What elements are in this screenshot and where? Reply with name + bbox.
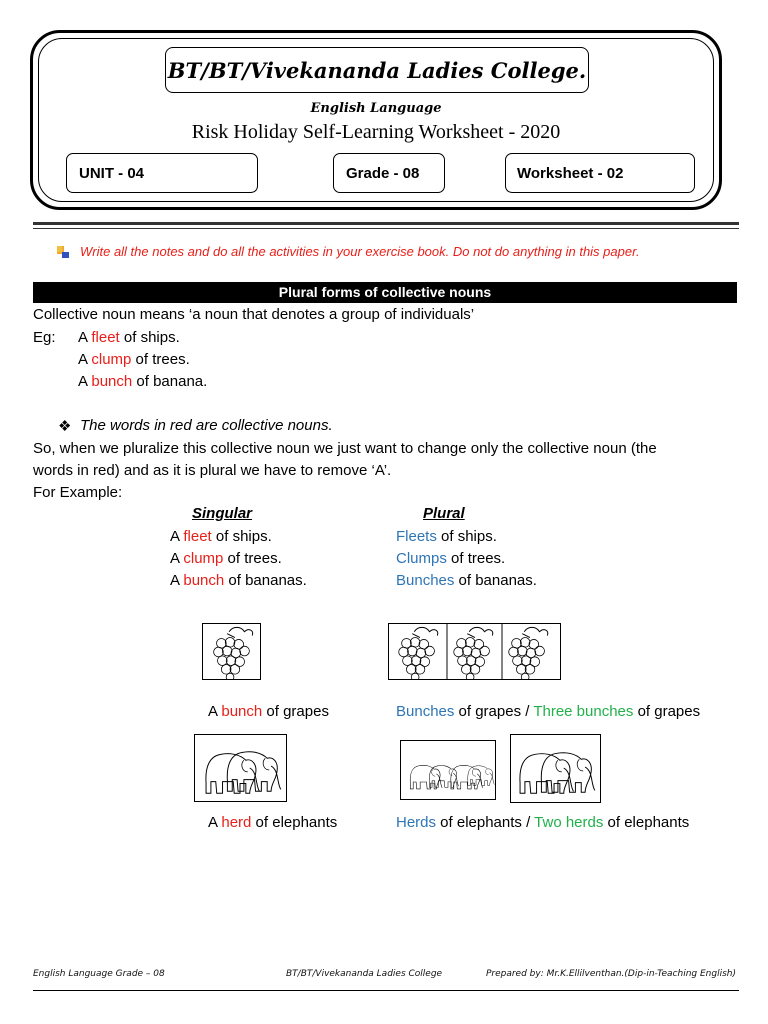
for-example-label: For Example:: [33, 484, 123, 501]
example-line: A bunch of banana.: [78, 373, 208, 390]
grapes-bunch-image: [202, 623, 261, 680]
footer-center: BT/BT/Vivekananda Ladies College: [286, 969, 443, 979]
singular-row: A bunch of bananas.: [170, 572, 307, 589]
grapes-plural: Bunches of grapes / Three bunches of grapes: [396, 703, 701, 720]
instruction-text: Write all the notes and do all the activities in your exercise book. Do not do anything in this paper.: [80, 244, 640, 259]
section-title: Plural forms of collective nouns: [33, 282, 737, 303]
elephants-plural: Herds of elephants / Two herds of elephants: [396, 814, 690, 831]
plural-row: Bunches of bananas.: [396, 572, 537, 589]
college-name: BT/BT/Vivekananda Ladies College.: [165, 47, 589, 93]
elephants-singular: A herd of elephants: [208, 814, 338, 831]
plural-heading: Plural: [423, 505, 465, 522]
bullet-note: The words in red are collective nouns.: [80, 417, 333, 434]
grade-label: Grade - 08: [333, 153, 445, 193]
footer-right: Prepared by: Mr.K.Ellilventhan.(Dip-in-Teaching English): [485, 969, 736, 979]
unit-label: UNIT - 04: [66, 153, 258, 193]
plural-row: Clumps of trees.: [396, 550, 506, 567]
plural-row: Fleets of ships.: [396, 528, 497, 545]
singular-row: A fleet of ships.: [170, 528, 272, 545]
singular-heading: Singular: [192, 505, 253, 522]
hand-pointer-icon: [56, 245, 70, 259]
divider-thin: [33, 228, 739, 229]
elephant-herds-small-image: [400, 740, 496, 800]
grapes-singular: A bunch of grapes: [208, 703, 329, 720]
worksheet-title: Risk Holiday Self-Learning Worksheet - 2020: [191, 121, 561, 143]
footer-left: English Language Grade – 08: [33, 969, 165, 979]
explanation-line-2: words in red) and as it is plural we have to remove ‘A’.: [33, 462, 392, 479]
definition-text: Collective noun means ‘a noun that denotes a group of individuals’: [33, 306, 475, 323]
example-line: A clump of trees.: [78, 351, 190, 368]
singular-row: A clump of trees.: [170, 550, 282, 567]
explanation-line-1: So, when we pluralize this collective noun we just want to change only the collective noun (the: [33, 440, 657, 457]
footer-rule: [33, 990, 739, 991]
bullet-diamond-icon: ❖: [58, 418, 72, 435]
divider: [33, 222, 739, 225]
elephant-herd-image-2: [510, 734, 601, 803]
subject-title: English Language: [310, 101, 442, 116]
grapes-three-bunches-image: [388, 623, 561, 680]
elephant-herd-image: [194, 734, 287, 802]
worksheet-label: Worksheet - 02: [505, 153, 695, 193]
example-line: A fleet of ships.: [78, 329, 180, 346]
example-label: Eg:: [33, 329, 56, 346]
